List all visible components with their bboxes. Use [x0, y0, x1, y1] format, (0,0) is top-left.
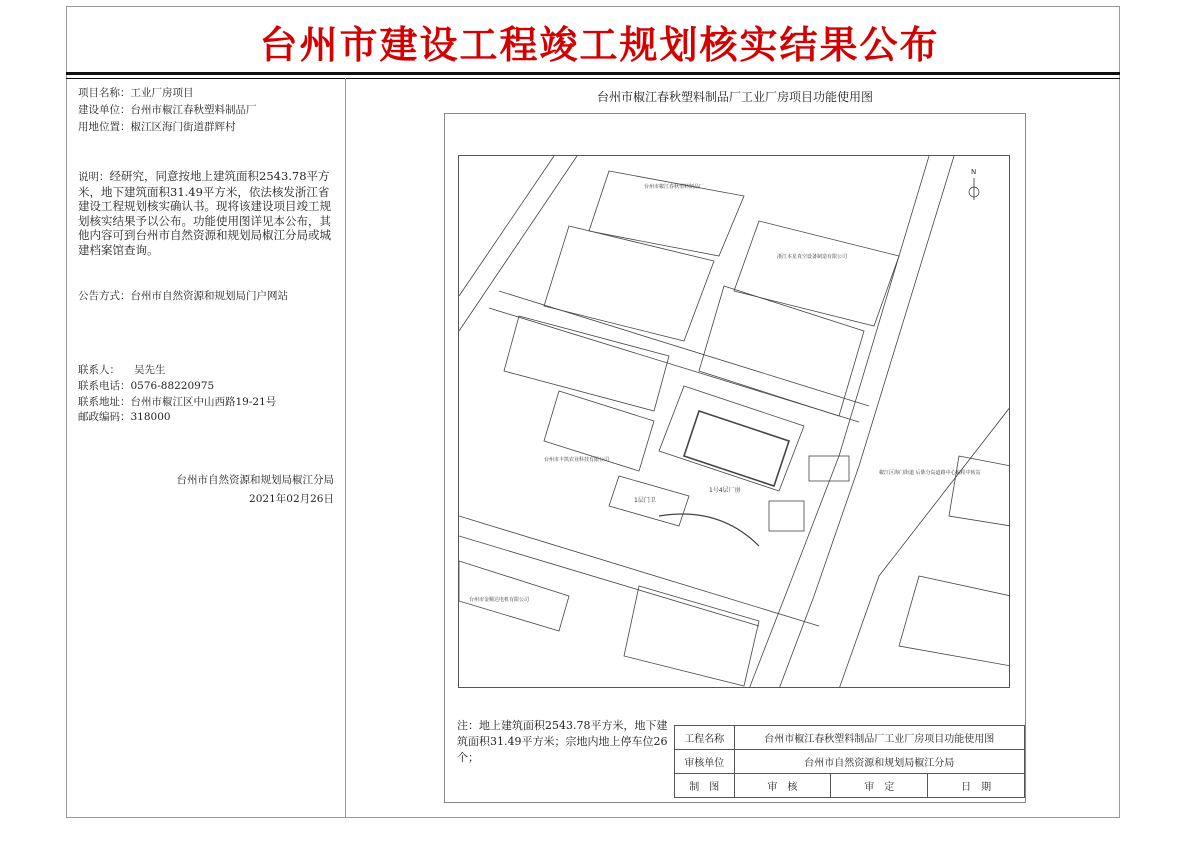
- building-outline: [809, 456, 849, 481]
- project-name-row: [78, 86, 194, 101]
- map-label-road-office: 椒江区海门街道 后陈分岛道路中心编程中转站: [879, 470, 981, 476]
- map-label-factory-a: 台州市椒江春秋塑料制品厂: [644, 184, 705, 190]
- tb-project-label: 工程名称: [675, 726, 735, 750]
- tb-date-label: 日 期: [928, 774, 1025, 798]
- description-label: 说明：: [78, 171, 110, 183]
- land-location-row: [78, 120, 236, 135]
- building-outline: [624, 586, 759, 686]
- site-boundary: [659, 514, 759, 546]
- north-arrow: [969, 168, 979, 200]
- tb-project-value: 台州市椒江春秋塑料制品厂工业厂房项目功能使用图: [734, 726, 1025, 750]
- header-rule-thick: [66, 72, 1120, 75]
- tb-review-value: 台州市自然资源和规划局椒江分局: [734, 750, 1025, 774]
- map-note: 注：地上建筑面积2543.78平方米，地下建筑面积31.49平方米；宗地内地上停车位26个；: [457, 719, 668, 764]
- building-outline: [544, 226, 714, 341]
- site-plan-drawing: [459, 156, 1010, 688]
- road-line: [459, 156, 554, 296]
- contact-person-row: [78, 363, 166, 378]
- road-line: [779, 156, 954, 688]
- map-label-co-b: 浙江本星真空设备制造有限公司: [777, 254, 848, 260]
- contact-phone-label: 联系电话：: [78, 380, 131, 392]
- page-title: 台州市建设工程竣工规划核实结果公布: [259, 23, 940, 67]
- map-label-main-building: 1号4层厂房: [709, 487, 741, 494]
- map-label-co-c: 台州市丰凯农业科技有限公司: [544, 457, 610, 463]
- project-name: 工业厂房项目: [130, 87, 194, 99]
- postcode-row: [78, 410, 171, 425]
- construction-unit: 台州市椒江春秋塑料制品厂: [130, 104, 257, 116]
- tb-draw-label: 制 图: [675, 774, 735, 798]
- land-location: 椒江区海门街道群辉村: [130, 121, 236, 133]
- road-line: [749, 156, 929, 688]
- map-label-co-d: 台州市金顺达电机有限公司: [469, 597, 530, 603]
- road-line: [459, 516, 819, 626]
- building-outline: [504, 316, 669, 411]
- title-block: [674, 725, 1025, 798]
- building-outline: [769, 501, 804, 531]
- land-location-label: 用地位置：: [78, 121, 131, 133]
- description-block: [78, 169, 340, 258]
- project-name-label: 项目名称：: [78, 87, 131, 99]
- tb-review-label: 审核单位: [675, 750, 735, 774]
- postcode: 318000: [130, 411, 171, 423]
- announcement-label: 公告方式：: [78, 290, 131, 302]
- construction-unit-label: 建设单位：: [78, 104, 131, 116]
- contact-person: 吴先生: [134, 364, 166, 376]
- issuer-org: 台州市自然资源和规划局椒江分局: [176, 474, 334, 486]
- building-outline: [899, 576, 1010, 666]
- road-line: [459, 536, 759, 626]
- contact-phone-row: [78, 379, 214, 394]
- tb-approve-label: 审 定: [831, 774, 928, 798]
- column-divider: [345, 78, 346, 818]
- north-label: N: [971, 168, 977, 176]
- road-line: [459, 156, 577, 331]
- map-label-gate: 1层门卫: [634, 497, 656, 504]
- description-text: 经研究，同意按地上建筑面积2543.78平方米，地下建筑面积31.49平方米，依法核发浙江省建设工程规划核实确认书。现将该建设项目竣工规划核实结果予以公布。功能使用图详见本公布，其他内容可到台州市自然资源和规划局椒江分局或城建档案馆查询。: [78, 169, 331, 257]
- header-rule-thin: [66, 78, 1120, 79]
- tb-check-label: 审 核: [734, 774, 831, 798]
- contact-phone: 0576-88220975: [130, 380, 215, 392]
- postcode-label: 邮政编码：: [78, 411, 131, 423]
- building-outline: [459, 561, 569, 631]
- issue-date: 2021年02月26日: [249, 493, 334, 505]
- building-outline: [734, 221, 899, 326]
- announcement-row: [78, 289, 288, 304]
- site-plan-map: [458, 155, 1010, 688]
- building-outline: [949, 456, 1010, 526]
- contact-person-label: 联系人：: [78, 364, 120, 376]
- announcement-value: 台州市自然资源和规划局门户网站: [130, 290, 288, 302]
- construction-unit-row: [78, 103, 257, 118]
- contact-address-label: 联系地址：: [78, 396, 131, 408]
- map-title: 台州市椒江春秋塑料制品厂工业厂房项目功能使用图: [596, 90, 873, 104]
- contact-address: 台州市椒江区中山西路19-21号: [130, 396, 277, 408]
- contact-address-row: [78, 395, 276, 410]
- building-outline: [684, 411, 789, 486]
